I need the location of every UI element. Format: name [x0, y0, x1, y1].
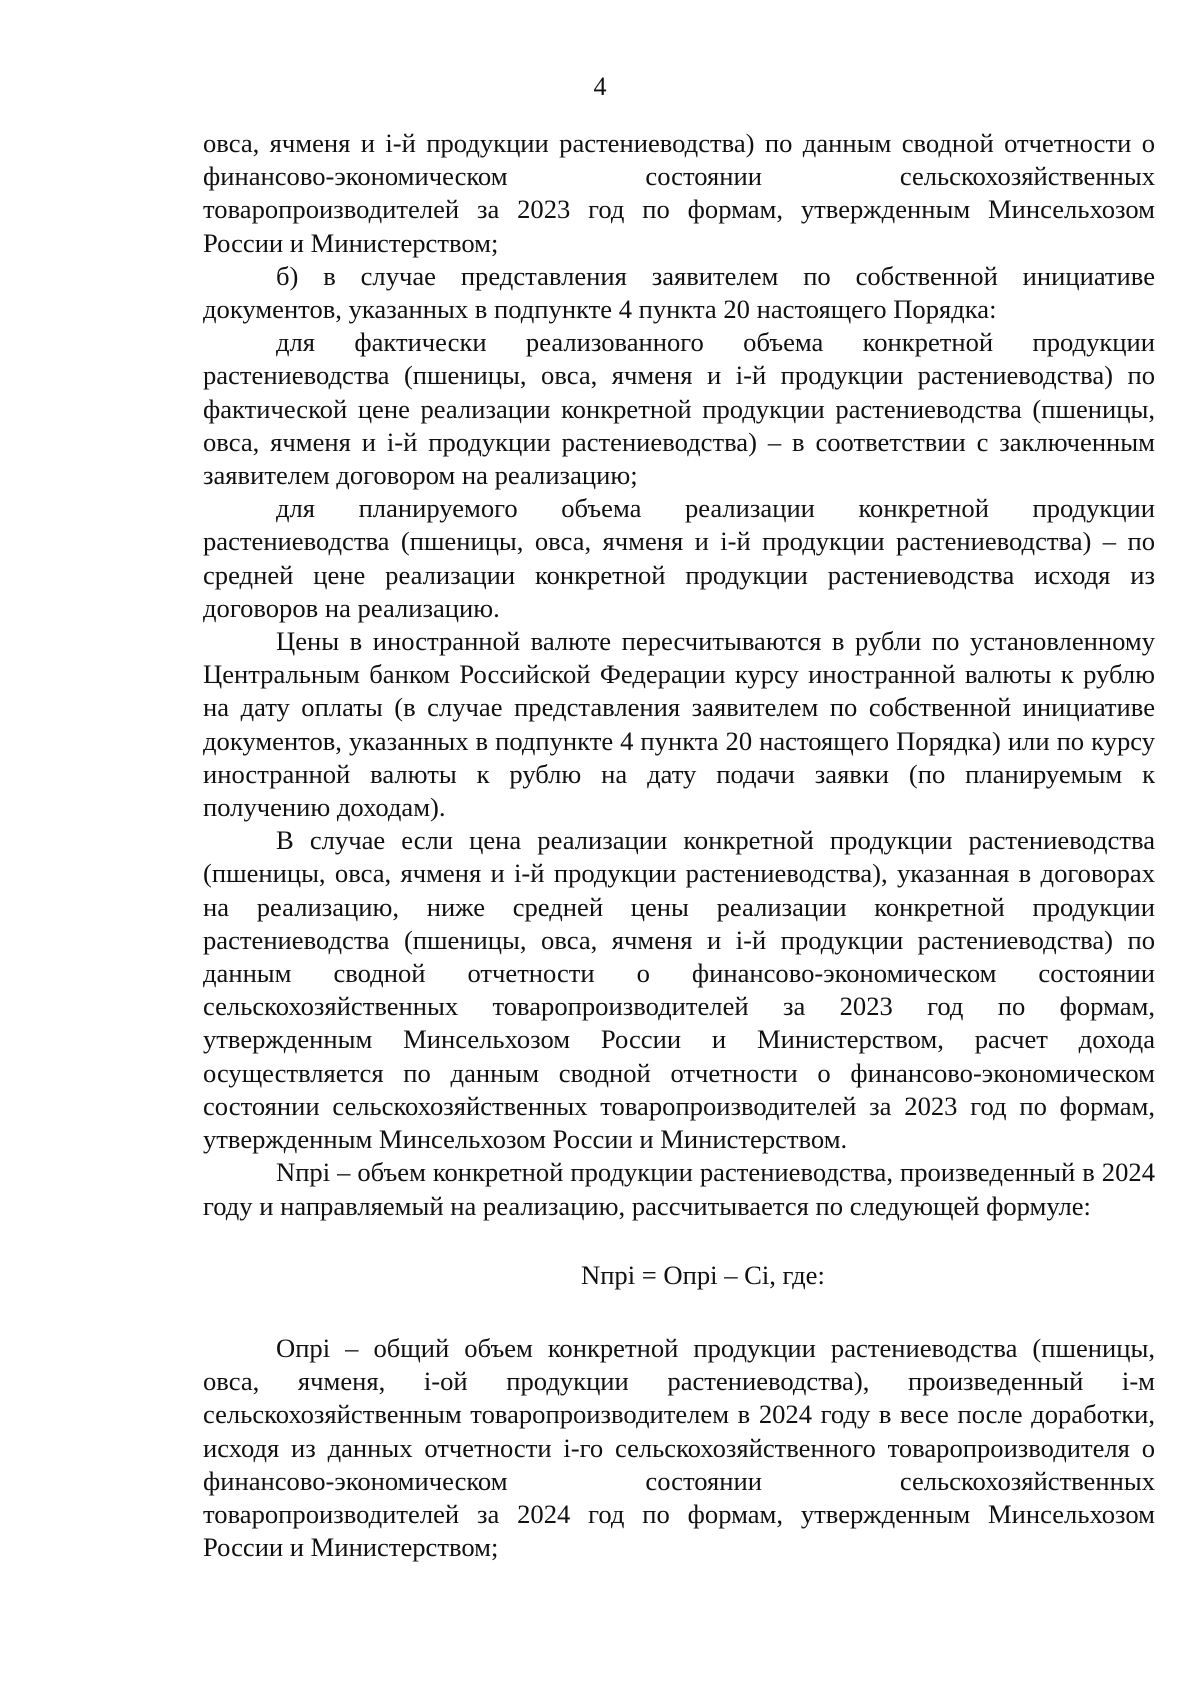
- page-number: 4: [593, 72, 607, 101]
- formula: Nпрi = Oпрi – Ci, где:: [581, 1259, 825, 1290]
- paragraph-planned-volume: для планируемого объема реализации конкретной продукции растениеводства (пшеницы, овса, ячменя и i-й продукции растениеводства) – по средней цене реализации конкретной продукции растениеводства исходя из договоров на реализацию.: [203, 493, 1155, 623]
- paragraph-continuation: овса, ячменя и i-й продукции растениеводства) по данным сводной отчетности о финансово-экономическом состоянии сельскохозяйственных товаропроизводителей за 2023 год по формам, утвержденным Минсельхозом России и Министерством;: [203, 128, 1155, 258]
- document-body: [203, 127, 1155, 1564]
- paragraph-npri-definition: Nпрi – объем конкретной продукции растениеводства, произведенный в 2024 году и направляемый на реализацию, рассчитывается по следующей формуле:: [203, 1157, 1155, 1221]
- paragraph-opri-definition: Oпрi – общий объем конкретной продукции растениеводства (пшеницы, овса, ячменя, i-ой продукции растениеводства), произведенный i-м сельскохозяйственным товаропроизводителем в 2024 году в весе после доработки, исходя из данных отчетности i-го сельскохозяйственного товаропроизводителя о финансово-экономическом состоянии сельскохозяйственных товаропроизводителей за 2024 год по формам, утвержденным Минсельхозом России и Министерством;: [203, 1332, 1155, 1563]
- paragraph-price-below-average: В случае если цена реализации конкретной продукции растениеводства (пшеницы, овса, ячменя и i-й продукции растениеводства), указанная в договорах на реализацию, ниже средней цены реализации конкретной продукции растениеводства (пшеницы, овса, ячменя и i-й продукции растениеводства) по данным сводной отчетности о финансово-экономическом состоянии сельскохозяйственных товаропроизводителей за 2023 год по формам, утвержденным Минсельхозом России и Министерством, расчет дохода осуществляется по данным сводной отчетности о финансово-экономическом состоянии сельскохозяйственных товаропроизводителей за 2023 год по формам, утвержденным Минсельхозом России и Министерством.: [203, 825, 1155, 1155]
- paragraph-foreign-currency: Цены в иностранной валюте пересчитываются в рубли по установленному Центральным банком Российской Федерации курсу иностранной валюты к рублю на дату оплаты (в случае представления заявителем по собственной инициативе документов, указанных в подпункте 4 пункта 20 настоящего Порядка) или по курсу иностранной валюты к рублю на дату подачи заявки (по планируемым к получению доходам).: [203, 626, 1155, 823]
- paragraph-actual-volume: для фактически реализованного объема конкретной продукции растениеводства (пшеницы, овса, ячменя и i-й продукции растениеводства) по фактической цене реализации конкретной продукции растениеводства (пшеницы, овса, ячменя и i-й продукции растениеводства) – в соответствии с заключенным заявителем договором на реализацию;: [203, 327, 1155, 491]
- paragraph-item-b: б) в случае представления заявителем по собственной инициативе документов, указанных в подпункте 4 пункта 20 настоящего Порядка:: [203, 260, 1155, 325]
